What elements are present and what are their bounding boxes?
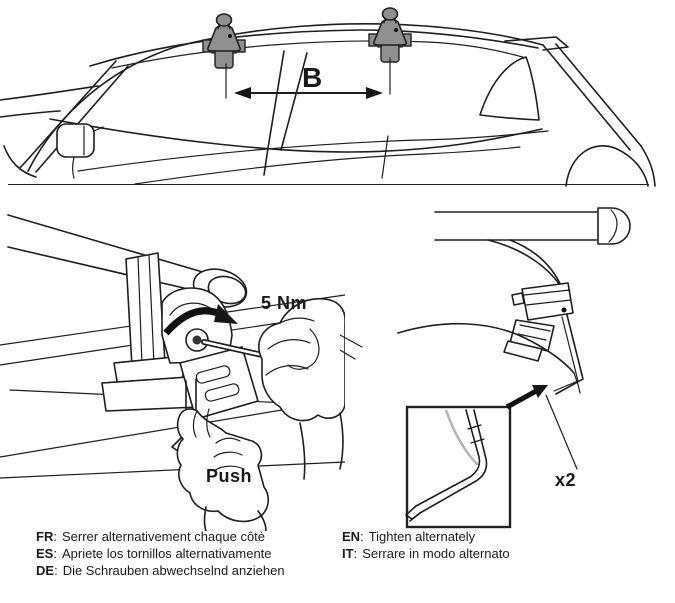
roof-bar-foot-rear (369, 8, 411, 62)
roof-bar-foot-front (203, 14, 245, 68)
tightening-scene-illustration (0, 193, 345, 531)
instruction-row-de (36, 562, 285, 579)
x2-leader-line (546, 395, 577, 469)
hand-tightening (259, 299, 345, 479)
lang-code: FR (36, 529, 54, 544)
section-divider (8, 184, 649, 185)
instructions-left-column (36, 528, 285, 579)
instruction-text: Serrare in modo alternato (362, 546, 510, 561)
foot-detail-illustration (340, 193, 675, 531)
body-line (340, 350, 355, 359)
colon: : (353, 546, 358, 561)
car-side-view-illustration (0, 0, 675, 190)
instruction-row-en (342, 528, 510, 545)
arrowhead-right-icon (366, 87, 383, 99)
lang-code: EN (342, 529, 361, 544)
instruction-text: Serrer alternativement chaque côtè (61, 529, 266, 544)
lang-code: ES (36, 546, 54, 561)
side-mirror (57, 124, 103, 178)
colon: : (53, 546, 57, 561)
arrowhead-left-icon (234, 87, 251, 99)
instruction-text: Tighten alternately (368, 529, 476, 544)
detail-inset-box (406, 407, 510, 527)
foot-hook (398, 315, 583, 394)
instruction-text: Apriete los tornillos alternativamente (61, 546, 272, 561)
instruction-text: Die Schrauben abwechselnd anziehen (62, 563, 285, 578)
push-label: Push (206, 466, 253, 486)
bar-end-view (435, 208, 630, 244)
lang-code: DE (36, 563, 55, 578)
colon: : (53, 529, 57, 544)
instruction-row-es (36, 545, 285, 562)
quantity-label: x2 (555, 470, 577, 490)
instructions-right-column (342, 528, 510, 562)
instruction-row-it (342, 545, 510, 562)
instruction-row-fr (36, 528, 285, 545)
colon: : (54, 563, 58, 578)
lang-code: IT (342, 546, 354, 561)
detail-arrow-icon (507, 385, 548, 407)
foot-leg (488, 240, 573, 361)
car-body (0, 24, 655, 186)
torque-label: 5 Nm (261, 293, 308, 313)
colon: : (360, 529, 364, 544)
dimension-b-label: B (302, 62, 323, 93)
body-line (340, 335, 362, 347)
